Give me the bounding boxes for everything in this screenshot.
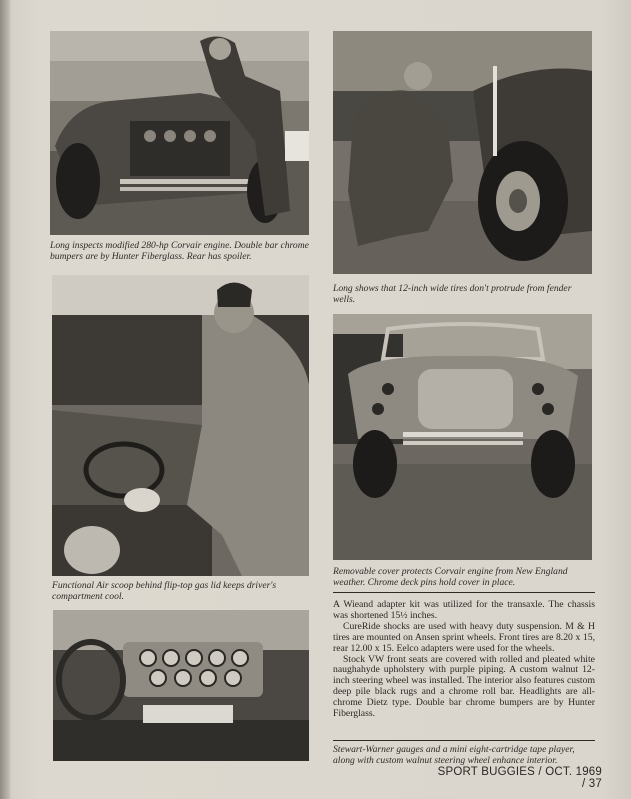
photo-dashboard [53,610,309,761]
caption-scoop: Functional Air scoop behind flip-top gas lid keeps driver's compartment cool. [52,580,277,602]
issue-date: OCT. 1969 [545,766,602,778]
binding-shadow [0,0,10,799]
paragraph-suspension: CureRide shocks are used with heavy duty suspension. M & H tires are mounted on Ansen sprint wheels. Front tires are 8.20 x 15, rear 12.00 x 15. Eelco adapters were used for the wheels. [333,620,595,654]
photo-engine-cover [333,314,592,560]
page-number: 37 [588,778,602,790]
caption-tires: Long shows that 12-inch wide tires don't protrude from fender wells. [333,283,572,305]
paragraph-transaxle: A Wieand adapter kit was utilized for the transaxle. The chassis was shortened 15½ inches. [333,599,595,621]
body-rule [333,740,595,741]
paragraph-interior: Stock VW front seats are covered with rolled and pleated white naughahyde upholstery with purple piping. A custom walnut 12-inch steering wheel was installed. The interior also features custom deep pile black rugs and a chrome roll bar. Headlights are all-chrome Dietz type. Double bar chrome bumpers are by Hunter Fiberglass. [333,653,595,720]
magazine-name: SPORT BUGGIES [437,766,536,778]
caption-gauges: Stewart-Warner gauges and a mini eight-cartridge tape player, along with custom walnut steering wheel enhance interior. [333,744,575,766]
photo-engine-inspection [50,31,309,235]
footer-separator: / [538,766,546,778]
caption-engine: Long inspects modified 280-hp Corvair engine. Double bar chrome bumpers are by Hunter Fiberglass. Rear has spoiler. [50,240,309,262]
photo-tire-check [333,31,592,274]
article-body [333,600,595,720]
caption-cover: Removable cover protects Corvair engine from New England weather. Chrome deck pins hold cover in place. [333,566,568,588]
caption-rule [333,592,595,593]
photo-air-scoop [52,275,309,576]
page-footer [432,766,602,790]
footer-separator: / [582,778,589,790]
